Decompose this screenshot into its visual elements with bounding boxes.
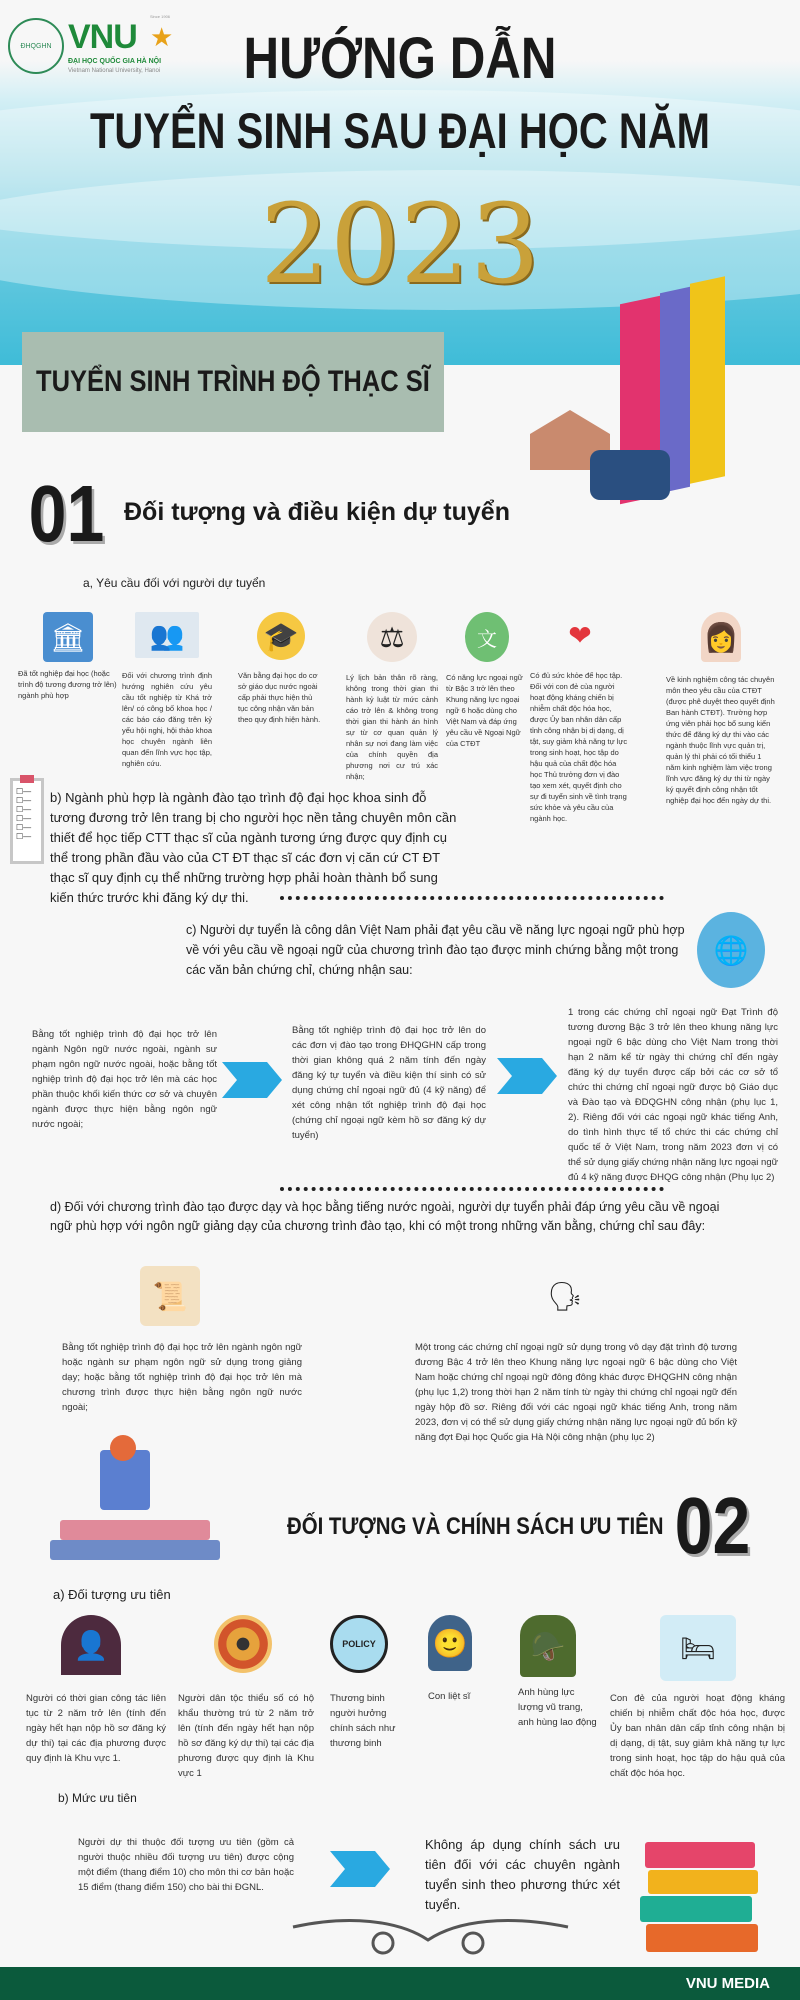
c-paragraph: c) Người dự tuyển là công dân Việt Nam phải đạt yêu cầu về năng lực ngoại ngữ phù hợp về với yêu cầu về ngoại ngữ của chương trình đào tạo được minh chứng bằng một trong các văn bản chứng chỉ, chứng nhận sau:: [186, 923, 685, 977]
policy-badge-text: POLICY: [342, 1639, 376, 1649]
priority-text: Anh hùng lực lượng vũ trang, anh hùng lao động: [518, 1687, 597, 1728]
priority-text: Người dân tộc thiểu số có hộ khẩu thường trú từ 2 năm trở lên (tính đến ngày hết hạn nộp hồ sơ đăng ký dự thi) tại các địa phương được quy định là Khu vực 1: [178, 1693, 314, 1779]
c-item-3: 1 trong các chứng chỉ ngoại ngữ Đạt Trình độ tương đương Bậc 3 trở lên theo khung năng lực ngoại ngữ 6 bậc dùng cho Việt Nam trong thời hạn 2 năm kể từ ngày thi chứng chỉ đến ngày đăng ký dự tuyển được cấp bởi các cơ sở tổ chức thi chứng chỉ ngoại ngữ được bộ Giáo dục và Đào tạo và ĐDQGHN công nhận (phụ lục 1, 2). Riêng đối với các ngoại ngữ khác tiếng Anh, do tình hình thực tế tổ chức thi các chứng chỉ quốc tế ở Việt Nam, trong năm 2023 đơn vị có thể sử dụng giấy chứng nhận năng lực ngoại ngữ đủ 4 kỹ năng được ĐHQG công nhận (Phụ lục 2): [568, 1007, 778, 1183]
priority-groups-label: a) Đối tượng ưu tiên: [53, 1587, 171, 1602]
c-item-2: Bằng tốt nghiệp trình độ đại học trở lên do các đơn vị đào tạo trong ĐHQGHN cấp trong thời gian không quá 2 năm tính đến ngày đăng ký tự tuyển và điều kiện thí sinh có sử dụng chứng chỉ ngoại ngữ đủ (4 kỹ năng) để xét công nhận tốt nghiệp trình độ đại học (chứng chỉ ngoại ngữ kèm hồ sơ đăng ký dự tuyển): [292, 1025, 486, 1141]
boy-avatar-icon: 🙂: [428, 1615, 472, 1671]
university-building-icon: 🏛: [43, 612, 93, 662]
d-item-2: Một trong các chứng chỉ ngoại ngữ sử dụng trong vô dạy đặt trình độ tương đương Bậc 4 trở lên theo Khung năng lực ngoại ngữ 6 bậc dùng cho Việt Nam hoặc chứng chỉ ngoại ngữ đông đông khác được ĐHQGHN công nhận (phụ lục 1,2) trong thời hạn 2 năm tính từ ngày thi chứng chỉ ngoại ngữ đến ngày hộp đồ sơ. Riêng đối với các ngoại ngữ khác tiếng Anh, trong năm 2023, đơn vị có thể sử dụng giấy chứng nhận năng lực ngoại ngữ đủ bốn kỹ năng đợt Đại học Quốc gia Hà Nội công nhận (phụ lục 2): [415, 1342, 737, 1443]
requirement-text: Về kinh nghiệm công tác chuyên môn theo yêu cầu của CTĐT (được phê duyệt theo quyết định Ban hành CTĐT). Trường hợp ứng viên phải học bổ sung kiến thức để đăng ký dự thi vào các ngành thuộc lĩnh vực quản trị, quản lý thì phải có tối thiểu 1 năm kinh nghiệm làm việc trong lĩnh vực đăng ký dự thi từ ngày ký quyết định công nhận tốt nghiệp đại học đến ngày dự thi.: [666, 675, 775, 805]
requirement-text: Lý lịch bản thân rõ ràng, không trong thời gian thi hành kỷ luật từ mức cảnh cáo trở lên & không trong thời gian thi hành án hình sự từ cơ quan quản lý nhân sự nơi đang làm việc của chính quyền địa phương nơi cư trú xác nhận;: [346, 673, 438, 781]
ethnic-pattern-icon: [214, 1615, 272, 1673]
d-paragraph: d) Đối với chương trình đào tạo được dạy và học bằng tiếng nước ngoài, người dự tuyển phải đáp ứng yêu cầu về ngoại ngữ phù hợp với ngôn ngữ giảng dạy của chương trình đào tạo, khi có một trong những văn bằng, chứng chỉ sau đây:: [50, 1200, 720, 1233]
year-title: 2023: [260, 180, 540, 308]
priority-item: [518, 1615, 598, 1730]
requirement-text: Đối với chương trình định hướng nghiên cứu yêu cầu tốt nghiệp từ Khá trở lên/ có công bố khoa học / các báo cáo đăng trên kỷ yếu hội nghị, hội thảo khoa học chuyên ngành liên quan đến lĩnh vực học tập, nghiên cứu.: [122, 671, 212, 768]
level-banner-text: TUYỂN SINH TRÌNH ĐỘ THẠC SĨ: [36, 365, 430, 398]
footer-bar: [0, 1967, 800, 2000]
books-pile-icon: [640, 1842, 765, 1957]
priority-level-text: Người dự thi thuộc đối tượng ưu tiên (gồm cả người thuộc nhiều đối tượng ưu tiên) được cộng một điểm (thang điểm 10) cho môn thi cơ bản hoặc 15 điểm (thang điểm 150) cho bài thi ĐGNL.: [78, 1837, 294, 1893]
b-paragraph: b) Ngành phù hợp là ngành đào tạo trình độ đại học khoa sinh đỗ tương đương trở lên trang bị cho người học nền tảng chuyên môn cần thiết để học tiếp CTT thạc sĩ của ngành tương ứng được quy định cụ thể trong phần đầu vào của CT ĐT thạc sĩ các đơn vị căn cứ CT ĐT thạc sĩ quy định cụ thể những trường hợp phải hoàn thành bổ sung kiến thức trước khi đăng ký dự thi.: [50, 790, 457, 905]
graduation-cap-icon: 🎓: [257, 612, 305, 660]
policy-badge-icon: [330, 1615, 388, 1673]
section-number-01: 01: [28, 469, 105, 558]
health-heart-icon: ❤: [568, 619, 592, 651]
requirement-text: Đã tốt nghiệp đại học (hoặc trình độ tương đương trở lên) ngành phù hợp: [18, 669, 117, 700]
priority-text: Người có thời gian công tác liên tục từ 2 năm trở lên (tính đến ngày hết hạn nộp hồ sơ đăng ký dự thi) tại các địa phương được quy định là Khu vực 1.: [26, 1693, 166, 1764]
requirement-item: [238, 612, 324, 725]
section1-title: Đối tượng và điều kiện dự tuyển: [124, 498, 510, 526]
kids-reading-illustration: [30, 1440, 230, 1580]
chevron-right-icon: [497, 1058, 557, 1094]
requirement-text: Văn bằng đại học do cơ sở giáo dục nước ngoài cấp phải thực hiện thủ tục công nhận văn bản theo quy định hiện hành.: [238, 671, 321, 724]
requirement-item: [122, 612, 212, 769]
no-priority-note: Không áp dụng chính sách ưu tiên đối với các chuyên ngành tuyển sinh theo phương thức xét tuyển.: [425, 1837, 620, 1912]
priority-item: [178, 1615, 314, 1781]
diploma-scroll-icon: 📜: [140, 1266, 200, 1326]
requirement-item: [446, 612, 528, 749]
dotted-divider: [280, 896, 664, 900]
chevron-right-icon: [222, 1062, 282, 1098]
priority-text: Thương binh người hưởng chính sách như thương binh: [330, 1693, 396, 1749]
priority-level-label: b) Mức ưu tiên: [58, 1791, 137, 1805]
requirement-item: [346, 612, 438, 782]
soldier-icon: 🪖: [520, 1615, 576, 1677]
requirement-item: [530, 612, 630, 824]
ornament-divider: [288, 1915, 573, 1960]
language-globe-icon: 文: [465, 612, 509, 662]
requirement-text: Có đủ sức khỏe để học tập. Đối với con đẻ của người hoạt động kháng chiến bị nhiễm chất độc hóa học, được Ủy ban nhân dân cấp tỉnh công nhận bị dị dạng, dị tật, suy giảm khả năng tự lực trong sinh hoạt, học tập do hậu quả của chất độc hóa học Thủ trưởng đơn vị đào tạo xem xét, quyết định cho sự đi tuyển sinh về tình trạng sức khỏe và yêu cầu của ngành học.: [530, 671, 628, 823]
star-medal-icon: ★: [150, 22, 174, 52]
main-subtitle: TUYỂN SINH SAU ĐẠI HỌC NĂM: [89, 103, 711, 159]
main-title: HƯỚNG DẪN: [243, 26, 557, 91]
office-worker-icon: 👤: [61, 1615, 121, 1675]
priority-item: [428, 1615, 488, 1704]
conversation-icon: 🗣: [547, 1280, 583, 1312]
chevron-right-icon: [330, 1851, 390, 1887]
dotted-divider: [280, 1187, 664, 1191]
hospital-bed-icon: 🛏: [660, 1615, 736, 1681]
requirements-row: [10, 612, 790, 823]
logo-since: Since 1906: [150, 14, 171, 19]
requirement-item: [18, 612, 118, 701]
section2-title: ĐỐI TƯỢNG VÀ CHÍNH SÁCH ƯU TIÊN: [287, 1513, 664, 1540]
priority-text: Con đẻ của người hoạt động kháng chiến bị nhiễm chất độc hóa học, được Ủy ban nhân dân cấp tỉnh công nhận bị dị dạng, dị tật, suy giảm khả năng tự lực trong sinh hoạt, học tập do hậu quả của chất độc hóa học.: [610, 1693, 785, 1779]
c-item-1: Bằng tốt nghiệp trình độ đại học trở lên ngành Ngôn ngữ nước ngoài, ngành sư phạm ngôn ngữ nước ngoài, hoặc bằng tốt nghiệp trình độ đại học trở lên mà các học phần thuộc khối kiến thức cơ sở và chuyên ngành được thực hiện bằng ngôn ngữ nước ngoài;: [32, 1029, 217, 1130]
priority-text: Con liệt sĩ: [428, 1691, 471, 1702]
businesswoman-icon: 👩: [701, 612, 741, 662]
requirements-label: a, Yêu cầu đối với người dự tuyển: [83, 576, 266, 590]
priority-item: [26, 1615, 166, 1766]
justice-scale-icon: ⚖: [367, 612, 417, 662]
logo-subtitle: ĐẠI HỌC QUỐC GIA HÀ NỘI: [68, 58, 162, 65]
vnu-logo-text: VNU: [68, 18, 137, 56]
logo-subtitle-en: Vietnam National University, Hanoi: [68, 68, 161, 74]
people-globe-icon: 🌐: [697, 912, 765, 988]
checklist-icon: ☐— ☐— ☐— ☐— ☐— ☐—: [10, 778, 44, 864]
footer-brand: VNU MEDIA: [685, 1975, 770, 1992]
emblem-text: ĐHQGHN: [20, 42, 52, 50]
vnu-emblem-logo: [8, 18, 64, 74]
level-banner: [22, 332, 444, 432]
books-stack-illustration: [530, 280, 760, 530]
d-item-1: Bằng tốt nghiệp trình độ đại học trở lên ngành ngôn ngữ hoặc ngành sư phạm ngôn ngữ sử dụng trong giảng dạy; hoặc bằng tốt nghiệp trình độ đại học trở lên mà chương trình được thực hiện bằng ngôn ngữ nước ngoài;: [62, 1342, 302, 1413]
requirement-text: Có năng lực ngoại ngữ từ Bậc 3 trở lên theo Khung năng lực ngoại ngữ 6 hoặc dùng cho Việt Nam và đáp ứng yêu cầu về Ngoại Ngữ của CTĐT: [446, 673, 523, 748]
priority-groups-row: [0, 1615, 800, 1779]
requirement-item: [666, 612, 776, 806]
section-number-02: 02: [674, 1481, 751, 1570]
presentation-icon: 👥: [135, 612, 199, 658]
priority-item: [610, 1615, 785, 1781]
priority-item: [330, 1615, 410, 1751]
